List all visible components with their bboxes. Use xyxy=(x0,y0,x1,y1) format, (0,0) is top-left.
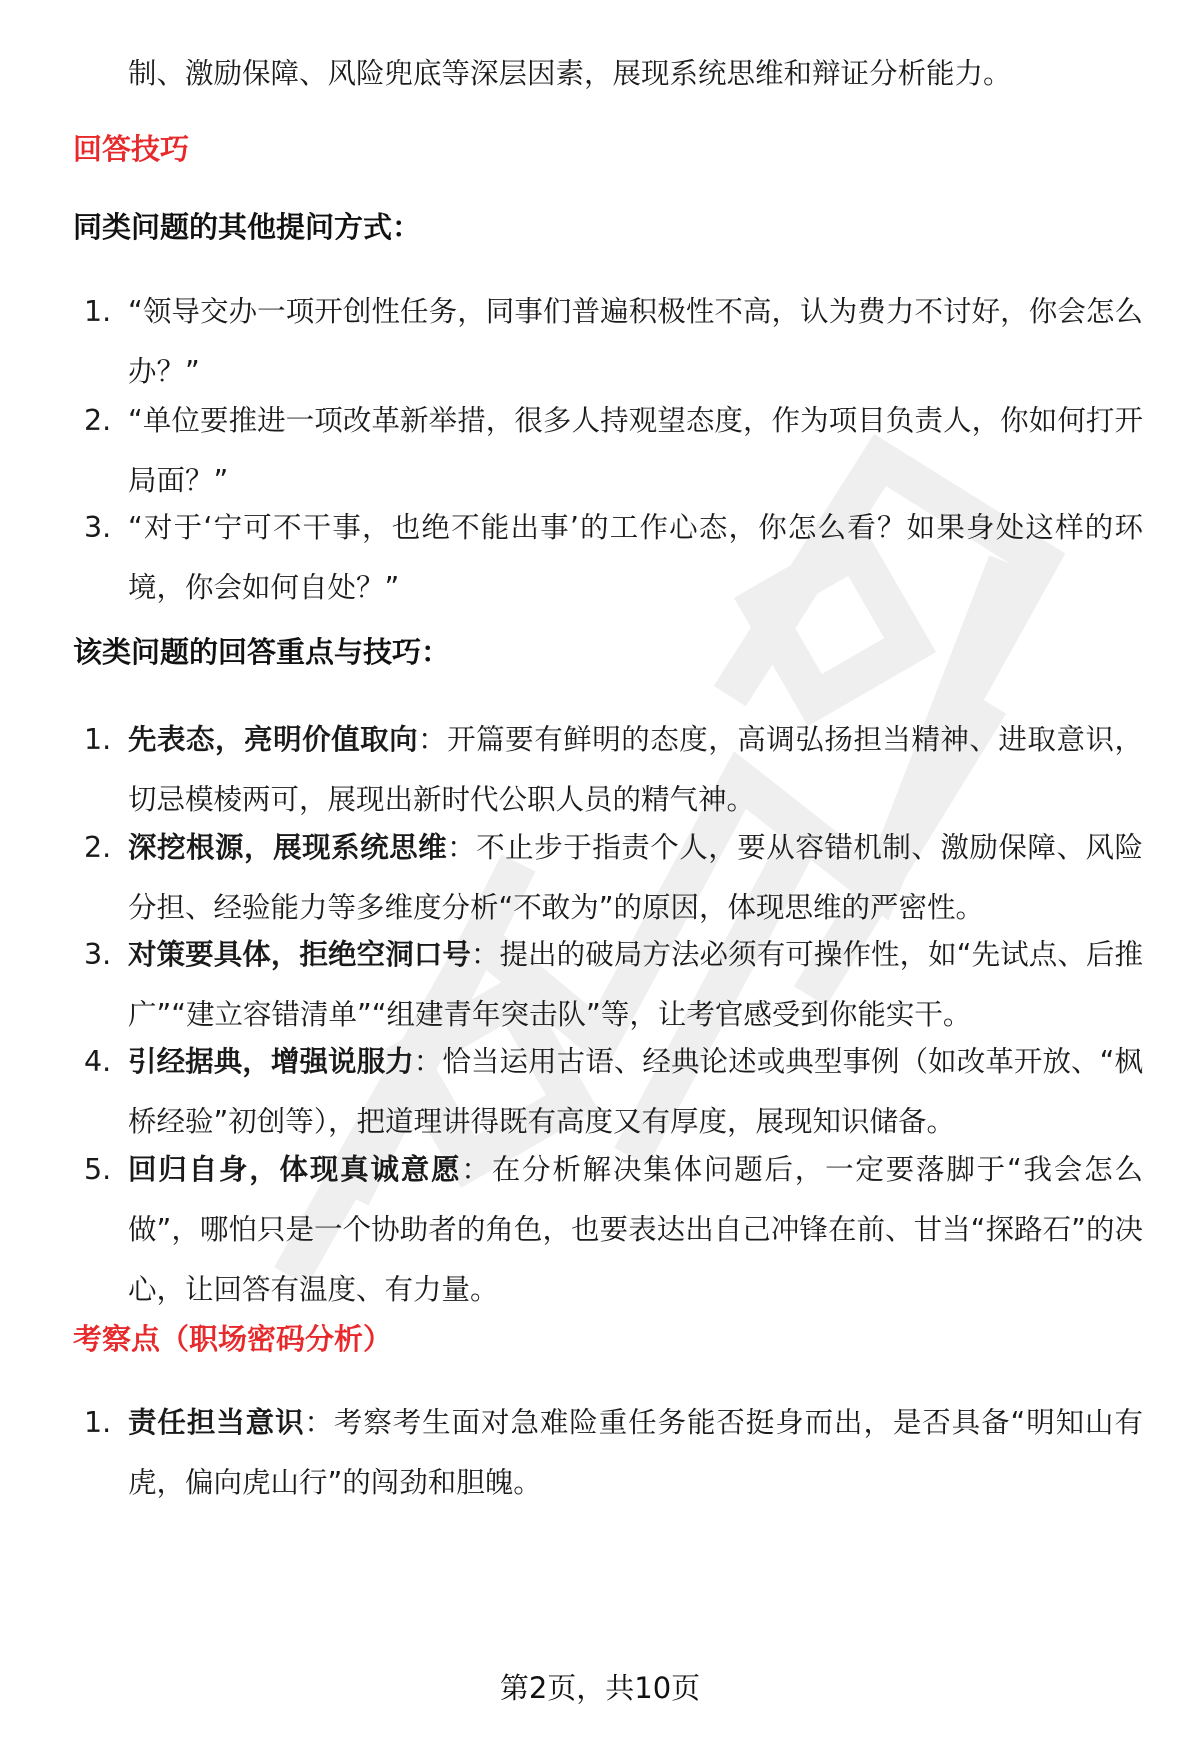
list-item-tip-1 xyxy=(128,710,1143,830)
list-number: 2. xyxy=(84,404,112,437)
list-item-tip-3 xyxy=(128,925,1143,1045)
section-heading-tips: 回答技巧 xyxy=(73,132,190,166)
list-item-question-3: “对于‘宁可不干事，也绝不能出事’的工作心态，你怎么看？如果身处这样的环境，你会如何自处？” xyxy=(128,511,1143,604)
list-item-tip-4 xyxy=(128,1032,1143,1152)
list-number: 3. xyxy=(84,511,112,544)
tip-title: 对策要具体，拒绝空洞口号 xyxy=(128,938,471,971)
list-item-question-2: “单位要推进一项改革新举措，很多人持观望态度，作为项目负责人，你如何打开局面？” xyxy=(128,404,1143,497)
point-title: 责任担当意识 xyxy=(128,1406,305,1439)
tip-title: 先表态，亮明价值取向 xyxy=(128,723,419,756)
list-item-question-1: “领导交办一项开创性任务，同事们普遍积极性不高，认为费力不讨好，你会怎么办？” xyxy=(128,295,1143,388)
tip-title: 引经据典，增强说服力 xyxy=(128,1045,414,1078)
tip-body: ：恰当运用古语、经典论述或典型事例（如改革开放、“枫桥经验”初创等），把道理讲得既有高度又有厚度，展现知识储备。 xyxy=(128,1045,1143,1138)
list-number: 2. xyxy=(84,831,112,864)
list-number: 3. xyxy=(84,938,112,971)
section-heading-assessment-points: 考察点（职场密码分析） xyxy=(73,1322,393,1356)
continued-paragraph-line: 制、激励保障、风险兜底等深层因素，展现系统思维和辩证分析能力。 xyxy=(128,57,1012,90)
tip-body: ：开篇要有鲜明的态度，高调弘扬担当精神、进取意识，切忌模棱两可，展现出新时代公职人员的精气神。 xyxy=(128,723,1143,816)
list-number: 1. xyxy=(84,295,112,328)
list-item-tip-5 xyxy=(128,1140,1143,1320)
sub-heading-key-points: 该类问题的回答重点与技巧： xyxy=(73,635,451,669)
tip-title: 回归自身，体现真诚意愿 xyxy=(128,1153,462,1186)
page-number-footer: 第2页，共10页 xyxy=(499,1671,701,1705)
list-item-tip-2 xyxy=(128,818,1143,938)
list-number: 1. xyxy=(84,723,112,756)
list-number: 4. xyxy=(84,1045,112,1078)
list-number: 5. xyxy=(84,1153,112,1186)
tip-body: ：不止步于指责个人，要从容错机制、激励保障、风险分担、经验能力等多维度分析“不敢为”的原因，体现思维的严密性。 xyxy=(128,831,1143,924)
tip-body: ：提出的破局方法必须有可操作性，如“先试点、后推广”“建立容错清单”“组建青年突击队”等，让考官感受到你能实干。 xyxy=(128,938,1143,1031)
tip-title: 深挖根源，展现系统思维 xyxy=(128,831,448,864)
list-number: 1. xyxy=(84,1406,112,1439)
list-item-point-1 xyxy=(128,1393,1143,1513)
tip-body: ：在分析解决集体问题后，一定要落脚于“我会怎么做”，哪怕只是一个协助者的角色，也要表达出自己冲锋在前、甘当“探路石”的决心，让回答有温度、有力量。 xyxy=(128,1153,1143,1306)
sub-heading-other-questions: 同类问题的其他提问方式： xyxy=(73,210,422,244)
point-body: ：考察考生面对急难险重任务能否挺身而出，是否具备“明知山有虎，偏向虎山行”的闯劲和胆魄。 xyxy=(128,1406,1143,1499)
